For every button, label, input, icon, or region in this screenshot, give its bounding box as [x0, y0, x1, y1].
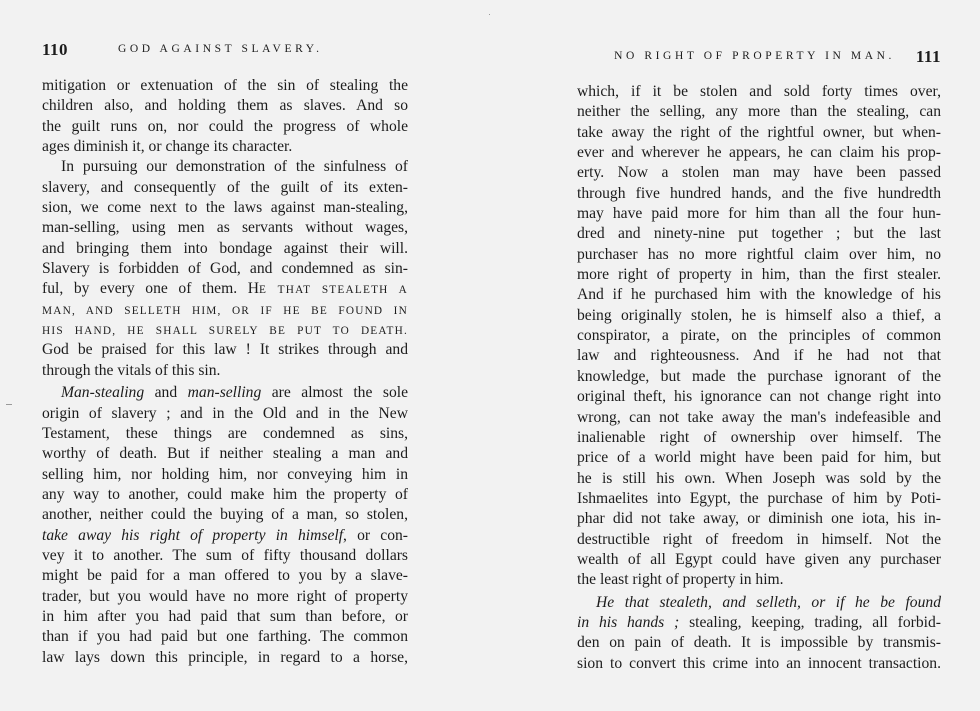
text-segment: and bringing them into bondage against their will. [42, 239, 408, 257]
text-segment: H [247, 280, 259, 298]
text-line [577, 633, 941, 653]
right-running-head [577, 47, 941, 67]
text-segment: origin of slavery ; and in the Old and in the New [42, 404, 408, 422]
left-body-text [42, 76, 408, 668]
text-line [577, 163, 941, 183]
text-line [42, 383, 408, 403]
text-line [577, 613, 941, 633]
text-segment: wealth of all Egypt could have given any purchaser [577, 550, 941, 568]
text-line [577, 550, 941, 570]
small-caps-text: E THAT STEALETH A [258, 284, 408, 297]
scan-speck [6, 404, 12, 405]
text-line [577, 448, 941, 468]
italic-text: He that stealeth, and selleth, or if he be found [596, 593, 941, 611]
text-line [42, 607, 408, 627]
text-segment: children also, and holding them as slaves. And so [42, 97, 408, 115]
text-segment: original theft, his ignorance can not change right into [577, 388, 941, 406]
text-line [42, 627, 408, 647]
text-line [42, 300, 408, 320]
text-line [577, 82, 941, 102]
text-segment: another, neither could the buying of a man, so stolen, [42, 506, 408, 524]
text-line [577, 530, 941, 550]
text-segment: ful, by every one of them. [42, 280, 248, 298]
text-segment: mitigation or extenuation of the sin of stealing the [42, 77, 408, 94]
text-segment: destructible right of freedom in himself. Not the [577, 530, 941, 548]
text-segment: any way to another, could make him the property of [42, 485, 408, 503]
text-segment: And if he purchased him with the knowledge of his [577, 286, 941, 304]
text-segment: dred and ninety-nine put together ; but the last [577, 225, 941, 243]
text-line [577, 570, 941, 590]
text-segment: ages diminish it, or change its character. [42, 138, 293, 156]
text-line [42, 404, 408, 424]
text-line [42, 566, 408, 586]
text-line [42, 239, 408, 259]
text-segment: price of a world might have been paid for him, but [577, 449, 941, 467]
text-segment: more right of property in him, than the first stealer. [577, 266, 941, 284]
page-number: 110 [42, 40, 69, 59]
italic-text: take away his right of property in himself [42, 526, 344, 544]
small-caps-text: MAN, AND SELLETH HIM, OR IF HE BE FOUND IN [42, 304, 408, 317]
text-line [42, 361, 408, 381]
text-line [577, 367, 941, 387]
text-segment: ever and wherever he appears, he can claim his prop- [577, 144, 941, 162]
text-line [42, 76, 408, 96]
text-segment: in him after you had paid that sum than before, or [42, 607, 408, 625]
text-line [42, 526, 408, 546]
text-segment: selling him, nor holding him, nor conveying him in [42, 465, 408, 483]
text-segment: God be praised for this law ! It strikes through and [42, 341, 408, 359]
text-segment: take away the right of the rightful owner, but when- [577, 123, 941, 141]
text-line [42, 424, 408, 444]
text-line [577, 469, 941, 489]
text-line [42, 505, 408, 525]
text-segment: Testament, these things are condemned as sins, [42, 424, 408, 442]
text-line [42, 465, 408, 485]
text-segment: trader, but you would have no more right of property [42, 587, 408, 605]
text-segment: inalienable right of ownership over himself. The [577, 428, 941, 446]
text-segment: and [144, 384, 188, 402]
text-segment: sion to convert this crime into an innocent transaction. [577, 654, 941, 672]
text-segment: erty. Now a stolen man may have been passed [577, 164, 941, 182]
left-running-head [42, 40, 408, 60]
text-line [577, 509, 941, 529]
text-segment: the guilt runs on, nor could the progress of whole [42, 117, 408, 135]
text-segment: through five hundred hands, and the five hundredth [577, 184, 941, 202]
text-line [42, 546, 408, 566]
text-line [42, 259, 408, 279]
text-segment: knowledge, but made the purchase ignorant of the [577, 367, 941, 385]
text-line [42, 178, 408, 198]
text-segment: den on pain of death. It is impossible by transmis- [577, 634, 941, 652]
text-line [42, 198, 408, 218]
text-line [577, 326, 941, 346]
text-segment: vey it to another. The sum of fifty thousand dollars [42, 546, 408, 564]
text-line [577, 184, 941, 204]
text-line [577, 306, 941, 326]
text-line [577, 428, 941, 448]
right-body-text [577, 82, 941, 674]
text-segment: might be paid for a man offered to you by a slave- [42, 567, 408, 585]
text-segment: In pursuing our demonstration of the sinfulness of [61, 158, 408, 176]
text-line [42, 137, 408, 157]
text-segment: stealing, keeping, trading, all forbid- [679, 613, 941, 631]
text-segment: law lays down this principle, in regard to a horse, [42, 648, 408, 666]
text-segment: , or con- [343, 526, 408, 544]
text-line [577, 285, 941, 305]
text-line [42, 218, 408, 238]
text-segment: purchaser has no more rightful claim over him, no [577, 245, 941, 263]
text-segment: Slavery is forbidden of God, and condemned as sin- [42, 260, 408, 278]
text-line [577, 224, 941, 244]
text-line [577, 204, 941, 224]
text-line [577, 265, 941, 285]
text-segment: neither the selling, any more than the stealing, can [577, 103, 941, 121]
text-segment: slavery, and consequently of the guilt of its exten- [42, 178, 408, 196]
text-segment: law and righteousness. And if he had not that [577, 347, 941, 365]
page-number: 111 [915, 47, 941, 66]
text-segment: Ishmaelites into Egypt, the purchase of him by Poti- [577, 489, 941, 507]
running-title: NO RIGHT OF PROPERTY IN MAN. [614, 50, 895, 62]
text-segment: wrong, can not take away the man's indefeasible and [577, 408, 941, 426]
scan-speck [489, 14, 490, 15]
text-line [577, 387, 941, 407]
text-segment: sion, we come next to the laws against man-stealing, [42, 199, 408, 217]
text-line [577, 143, 941, 163]
running-title: GOD AGAINST SLAVERY. [118, 43, 323, 55]
text-segment: being originally stolen, he is himself also a thief, a [577, 306, 941, 324]
text-segment: which, if it be stolen and sold forty times over, [577, 83, 941, 100]
text-line [42, 340, 408, 360]
text-line [577, 123, 941, 143]
text-line [42, 157, 408, 177]
text-line [42, 117, 408, 137]
text-line [42, 648, 408, 668]
text-segment: may have paid more for him than all the four hun- [577, 205, 941, 223]
text-line [577, 654, 941, 674]
text-line [42, 320, 408, 340]
text-segment: conspirator, a pirate, on the principles of common [577, 327, 941, 345]
text-line [577, 102, 941, 122]
text-segment: worthy of death. But if neither stealing a man and [42, 445, 408, 463]
small-caps-text: HIS HAND, HE SHALL SURELY BE PUT TO DEATH. [42, 325, 408, 338]
text-line [577, 408, 941, 428]
text-segment: the least right of property in him. [577, 571, 784, 589]
text-segment: are almost the sole [261, 384, 408, 402]
text-segment: than if you had paid but one farthing. The common [42, 628, 408, 646]
text-segment: phar did not take away, or diminish one iota, his in- [577, 510, 941, 528]
text-line [42, 444, 408, 464]
italic-text: Man-stealing [61, 384, 145, 402]
text-line [42, 279, 408, 299]
text-line [577, 245, 941, 265]
text-line [577, 593, 941, 613]
italic-text: in his hands ; [577, 613, 680, 631]
text-segment: he is still his own. When Joseph was sold by the [577, 469, 941, 487]
text-line [42, 485, 408, 505]
text-line [577, 489, 941, 509]
text-line [577, 346, 941, 366]
text-line [42, 587, 408, 607]
italic-text: man-selling [187, 384, 262, 402]
text-line [42, 96, 408, 116]
text-segment: through the vitals of this sin. [42, 361, 221, 379]
text-segment: man-selling, using men as servants without wages, [42, 219, 408, 237]
